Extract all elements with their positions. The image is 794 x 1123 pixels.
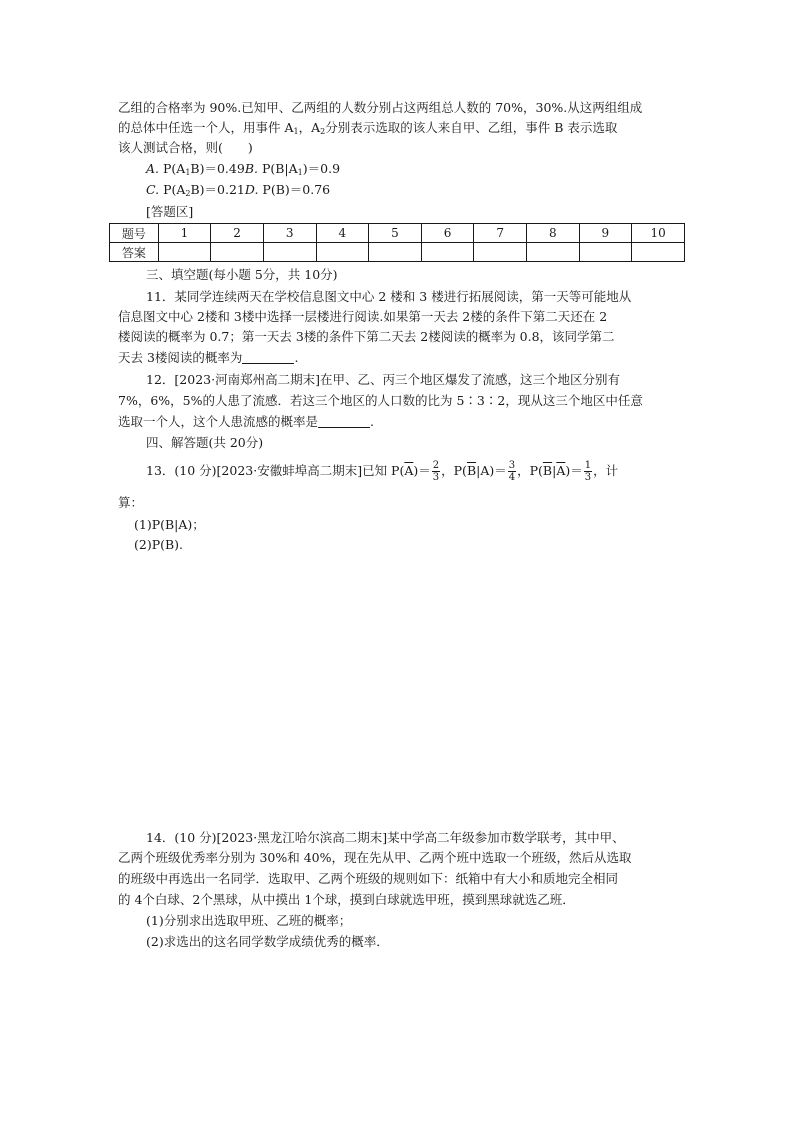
b-complement: $\overline{B}$ bbox=[466, 463, 477, 478]
question-number-cell: 3 bbox=[263, 224, 316, 243]
answer-cell[interactable] bbox=[632, 243, 685, 262]
answer-cell[interactable] bbox=[579, 243, 632, 262]
q12-answer-blank[interactable] bbox=[318, 415, 370, 428]
section-3-title: 三、填空题(每小题 5分，共 10分) bbox=[146, 267, 338, 282]
question-number-cell: 5 bbox=[369, 224, 422, 243]
q11-line-2: 信息图文中心 2楼和 3楼中选择一层楼进行阅读.如果第一天去 2楼的条件下第二天还在 2 bbox=[118, 309, 608, 324]
answer-cell[interactable] bbox=[526, 243, 579, 262]
answer-table-number-row bbox=[110, 224, 685, 243]
option-d-letter: D. bbox=[244, 182, 259, 197]
answer-header: 答案 bbox=[110, 243, 159, 262]
q14-line-1: 14．(10 分)[2023·黑龙江哈尔滨高二期末]某中学高二年级参加市数学联考，其中甲、 bbox=[146, 830, 625, 845]
q12-line-1: 12．[2023·河南郑州高二期末]在甲、乙、丙三个地区爆发了流感，这三个地区分别有 bbox=[146, 372, 620, 387]
answer-cell[interactable] bbox=[158, 243, 211, 262]
fraction-2-3: $\frac{2}{3}$ bbox=[432, 460, 440, 483]
q14-sub-1: (1)分别求出选取甲班、乙班的概率； bbox=[146, 913, 352, 928]
q14-sub-2: (2)求选出的这名同学数学成绩优秀的概率． bbox=[146, 934, 389, 949]
q13-sub-2: (2)P(B). bbox=[134, 537, 184, 552]
q14-line-2: 乙两个班级优秀率分别为 30%和 40%，现在先从甲、乙两个班中选取一个班级，然后从选取 bbox=[118, 850, 632, 865]
answer-cell[interactable] bbox=[211, 243, 264, 262]
section-4-title: 四、解答题(共 20分) bbox=[146, 435, 264, 450]
fraction-1-3: $\frac{1}{3}$ bbox=[584, 460, 592, 483]
q11-line-1: 11．某同学连续两天在学校信息图文中心 2 楼和 3 楼进行拓展阅读，第一天等可能地从 bbox=[146, 289, 632, 304]
q14-line-4: 的 4个白球、2个黑球，从中摸出 1个球，摸到白球就选甲班，摸到黑球就选乙班． bbox=[118, 892, 575, 907]
q11-answer-blank[interactable] bbox=[242, 351, 294, 364]
q10-line-3: 该人测试合格，则( ) bbox=[118, 140, 253, 155]
q13-line-2: 算： bbox=[118, 495, 144, 510]
question-number-cell: 6 bbox=[421, 224, 474, 243]
answer-area-label: [答题区] bbox=[146, 204, 194, 219]
answer-table bbox=[109, 223, 685, 262]
fraction-3-4: $\frac{3}{4}$ bbox=[508, 460, 516, 483]
q11-line-4: 天去 3楼阅读的概率为 . bbox=[118, 350, 299, 365]
q12-line-3: 选取一个人，这个人患流感的概率是 . bbox=[118, 414, 374, 429]
answer-cell[interactable] bbox=[474, 243, 527, 262]
question-number-cell: 1 bbox=[158, 224, 211, 243]
q14-line-3: 的班级中再选出一名同学．选取甲、乙两个班级的规则如下：纸箱中有大小和质地完全相同 bbox=[118, 871, 619, 886]
question-number-cell: 10 bbox=[632, 224, 685, 243]
question-number-cell: 7 bbox=[474, 224, 527, 243]
answer-cell[interactable] bbox=[316, 243, 369, 262]
option-a-letter: A. bbox=[146, 161, 160, 176]
question-number-cell: 2 bbox=[211, 224, 264, 243]
a-complement: $\overline{A}$ bbox=[556, 463, 566, 478]
option-c-letter: C. bbox=[146, 182, 160, 197]
q10-options-ab: A. $P(A_1B)=0.49B$. $P(B|A_1)=0.9$ bbox=[146, 161, 341, 177]
question-number-header: 题号 bbox=[110, 224, 159, 243]
q12-line-2: 7%，6%，5%的人患了流感．若这三个地区的人口数的比为 5∶3∶2，现从这三个地区中任意 bbox=[118, 393, 643, 408]
answer-table-answer-row bbox=[110, 243, 685, 262]
question-number-cell: 9 bbox=[579, 224, 632, 243]
question-number-cell: 4 bbox=[316, 224, 369, 243]
a-complement: $\overline{A}$ bbox=[404, 463, 414, 478]
option-b-letter: B. bbox=[244, 161, 258, 176]
question-number-cell: 8 bbox=[526, 224, 579, 243]
q10-line-2: 的总体中任选一个人，用事件 $A_1$，$A_2$分别表示选取的该人来自甲、乙组，事件 B 表示选取 bbox=[118, 120, 618, 136]
b-complement: $\overline{B}$ bbox=[542, 463, 553, 478]
q13-line-1: 13．(10 分)[2023·安徽蚌埠高二期末]已知 $P(\overline{A})=$ $\frac{2}{3}$ ，$P(\overline{B}|A)=$ $\frac{3}{4}$ ，$P(\overline{B}|\overline{A})=$ $\frac{1}{3}$ ，计 bbox=[146, 460, 619, 483]
q10-line-1: 乙组的合格率为 90%.已知甲、乙两组的人数分别占这两组总人数的 70%，30%.从这两组组成 bbox=[118, 100, 643, 115]
q10-options-cd: C. $P(A_2B)=0.21D$. P(B)＝0.76 bbox=[146, 182, 331, 198]
q11-line-3: 楼阅读的概率为 0.7；第一天去 3楼的条件下第二天去 2楼阅读的概率为 0.8，该同学第二 bbox=[118, 329, 615, 344]
answer-cell[interactable] bbox=[263, 243, 316, 262]
answer-cell[interactable] bbox=[421, 243, 474, 262]
q13-sub-1: (1)P(B|A)； bbox=[134, 517, 205, 532]
answer-cell[interactable] bbox=[369, 243, 422, 262]
